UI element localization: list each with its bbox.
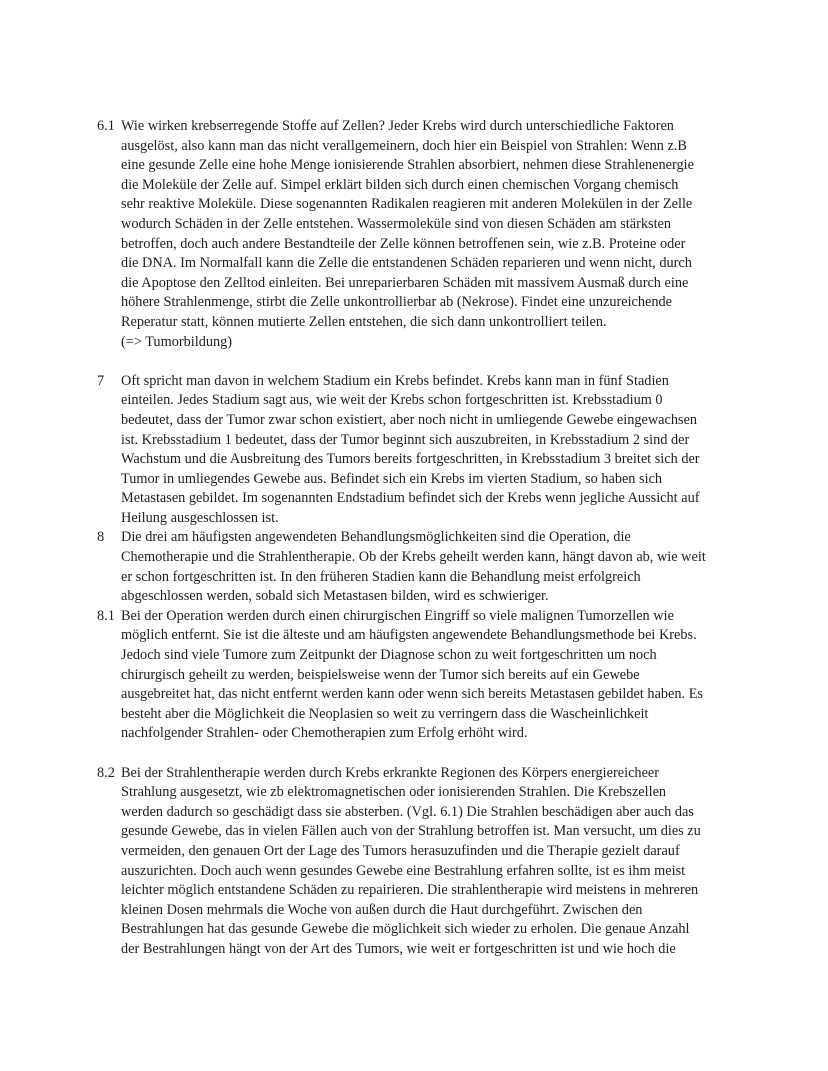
text-line: werden dadurch so geschädigt dass sie absterben. (Vgl. 6.1) Die Strahlen beschädigen aber auch das	[121, 803, 694, 820]
text-line: der Bestrahlungen hängt von der Art des Tumors, wie weit er fortgeschritten ist und wie hoch die	[121, 940, 676, 957]
section-number: 8	[97, 529, 105, 546]
text-line: ausgebreitet hat, das nicht entfernt werden kann oder wenn sich bereits Metastasen gebildet haben. Es	[121, 686, 703, 703]
text-line: er schon fortgeschritten ist. In den früheren Stadien kann die Behandlung meist erfolgreich	[121, 568, 641, 585]
text-line: höhere Strahlenmenge, stirbt die Zelle unkontrollierbar ab (Nekrose). Findet eine unzureichende	[121, 294, 673, 311]
section-text	[121, 528, 737, 606]
text-line: (=> Tumorbildung)	[121, 333, 233, 350]
text-line: chirurgisch geheilt zu werden, beispielsweise wenn der Tumor sich bereits auf ein Gewebe	[121, 666, 640, 683]
text-line: sehr reaktive Moleküle. Diese sogenannten Radikalen reagieren mit anderen Molekülen in der Zelle	[121, 196, 693, 213]
section-text	[121, 117, 737, 352]
text-line: betroffen, doch auch andere Bestandteile der Zelle können betroffenen sein, wie z.B. Proteine oder	[121, 235, 686, 252]
text-line: die DNA. Im Normalfall kann die Zelle die entstandenen Schäden reparieren und wenn nicht, durch	[121, 255, 692, 272]
text-line: Die drei am häufigsten angewendeten Behandlungsmöglichkeiten sind die Operation, die	[121, 529, 631, 546]
text-line: Chemotherapie und die Strahlentherapie. Ob der Krebs geheilt werden kann, hängt davon ab, wie weit	[121, 549, 706, 566]
text-line: die Moleküle der Zelle auf. Simpel erklärt bilden sich durch einen chemischen Vorgang chemisch	[121, 176, 679, 193]
text-line: Strahlung ausgesetzt, wie zb elektromagnetischen oder ionisierenden Strahlen. Die Krebszellen	[121, 784, 667, 801]
section-8-2	[97, 764, 737, 960]
text-line: eine gesunde Zelle eine hohe Menge ionisierende Strahlen absorbiert, nehmen diese Strahlenenergie	[121, 157, 694, 174]
text-line: Bei der Strahlentherapie werden durch Krebs erkrankte Regionen des Körpers energiereicheer	[121, 764, 660, 781]
text-line: gesunde Gewebe, das in vielen Fällen auch von der Strahlung betroffen ist. Man versucht, um dies zu	[121, 823, 701, 840]
section-text	[121, 607, 737, 744]
text-line: Wachstum und die Ausbreitung des Tumors bereits fortgeschritten, in Krebsstadium 3 breitet sich der	[121, 451, 700, 468]
section-text	[121, 372, 737, 529]
paragraph-gap	[97, 352, 737, 372]
text-line: auszurichten. Doch auch wenn gesundes Gewebe eine Bestrahlung erfahren sollte, ist es ihm meist	[121, 862, 686, 879]
document-body	[97, 117, 737, 960]
text-line: ausgelöst, also kann man das nicht verallgemeinern, doch hier ein Beispiel von Strahlen: Wenn z.B	[121, 137, 687, 154]
text-line: bedeutet, dass der Tumor zwar schon existiert, aber noch nicht in umliegende Gewebe eingewachsen	[121, 411, 698, 428]
text-line: einteilen. Jedes Stadium sagt aus, wie weit der Krebs schon fortgeschritten ist. Krebsstadium 0	[121, 392, 663, 409]
section-number: 7	[97, 372, 105, 389]
text-line: Tumor in umliegendes Gewebe aus. Befindet sich ein Krebs im vierten Stadium, so haben sich	[121, 470, 663, 487]
section-number: 6.1	[97, 118, 115, 134]
section-text	[121, 764, 737, 960]
section-6-1	[97, 117, 737, 352]
text-line: besteht aber die Möglichkeit die Neoplasien so weit zu verringern dass die Wascheinlichkeit	[121, 705, 649, 722]
text-line: nachfolgender Strahlen- oder Chemotherapien zum Erfolg erhöht wird.	[121, 725, 528, 742]
text-line: Bestrahlungen hat das gesunde Gewebe die möglichkeit sich wieder zu erholen. Die genaue Anzahl	[121, 921, 690, 938]
text-line: wodurch Schäden in der Zelle entstehen. Wassermoleküle sind von diesen Schäden am stärksten	[121, 215, 672, 232]
text-line: leichter möglich entstandene Schäden zu repairieren. Die strahlentherapie wird meistens in mehreren	[121, 882, 699, 899]
text-line: Oft spricht man davon in welchem Stadium ein Krebs befindet. Krebs kann man in fünf Stadien	[121, 372, 669, 389]
text-line: kleinen Dosen mehrmals die Woche von außen durch die Haut durchgeführt. Zwischen den	[121, 901, 643, 918]
text-line: Heilung ausgeschlossen ist.	[121, 509, 279, 526]
text-line: Reperatur statt, können mutierte Zellen entstehen, die sich dann unkontrolliert teilen.	[121, 313, 607, 330]
text-line: ist. Krebsstadium 1 bedeutet, dass der Tumor beginnt sich auszubreiten, in Krebsstadium 2 sind der	[121, 431, 690, 448]
text-line: vermeiden, den genauen Ort der Lage des Tumors herasuzufinden und die Therapie gezielt darauf	[121, 842, 680, 859]
text-line: Metastasen gebildet. Im sogenannten Endstadium befindet sich der Krebs wenn jegliche Aussicht auf	[121, 490, 700, 507]
text-line: abgeschlossen werden, sobald sich Metastasen bilden, wird es schwieriger.	[121, 588, 549, 605]
section-8-1	[97, 607, 737, 744]
text-line: die Apoptose den Zelltod einleiten. Bei unreparierbaren Schäden mit massivem Ausmaß durch eine	[121, 274, 689, 291]
section-8	[97, 528, 737, 606]
text-line: Wie wirken krebserregende Stoffe auf Zellen? Jeder Krebs wird durch unterschiedliche Faktoren	[121, 118, 674, 134]
section-number: 8.2	[97, 764, 115, 781]
text-line: möglich entfernt. Sie ist die älteste und am häufigsten angewendete Behandlungsmethode bei Krebs.	[121, 627, 697, 644]
paragraph-gap	[97, 744, 737, 764]
text-line: Bei der Operation werden durch einen chirurgischen Eingriff so viele malignen Tumorzellen wie	[121, 607, 674, 624]
section-7	[97, 372, 737, 529]
text-line: Jedoch sind viele Tumore zum Zeitpunkt der Diagnose schon zu weit fortgeschritten um noch	[121, 647, 657, 664]
section-number: 8.1	[97, 607, 115, 624]
